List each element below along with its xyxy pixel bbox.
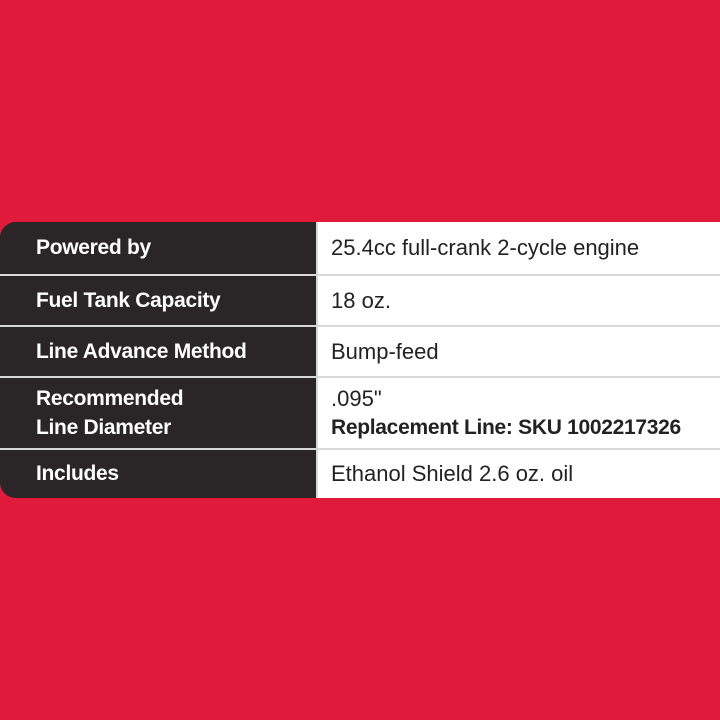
spec-row-fuel-tank-capacity	[0, 276, 720, 327]
spec-value	[318, 276, 720, 325]
spec-value-text: Bump-feed	[331, 338, 439, 364]
spec-label-text: Includes	[36, 462, 119, 486]
spec-label-text: Powered by	[36, 236, 151, 260]
replacement-line-sku: Replacement Line: SKU 1002217326	[331, 415, 681, 439]
spec-value-text: .095"	[331, 385, 382, 411]
spec-label-text: Fuel Tank Capacity	[36, 288, 221, 312]
spec-label	[0, 222, 318, 274]
spec-label	[0, 378, 318, 448]
spec-table	[0, 222, 720, 498]
spec-value	[318, 327, 720, 376]
spec-value	[318, 378, 720, 448]
spec-label-text: Line Advance Method	[36, 339, 247, 363]
spec-label	[0, 276, 318, 325]
spec-row-includes	[0, 450, 720, 498]
spec-row-powered-by	[0, 222, 720, 276]
spec-row-recommended-line-diameter	[0, 378, 720, 450]
spec-value-text: Ethanol Shield 2.6 oz. oil	[331, 461, 574, 487]
spec-value	[318, 222, 720, 274]
spec-label	[0, 327, 318, 376]
spec-row-line-advance-method	[0, 327, 720, 378]
spec-label-text-line-2: Line Diameter	[36, 416, 171, 439]
spec-value	[318, 450, 720, 498]
spec-label	[0, 450, 318, 498]
spec-value-text: 25.4cc full-crank 2-cycle engine	[331, 235, 640, 261]
spec-value-text: 18 oz.	[331, 287, 391, 313]
spec-label-text-line-1: Recommended	[36, 386, 184, 410]
